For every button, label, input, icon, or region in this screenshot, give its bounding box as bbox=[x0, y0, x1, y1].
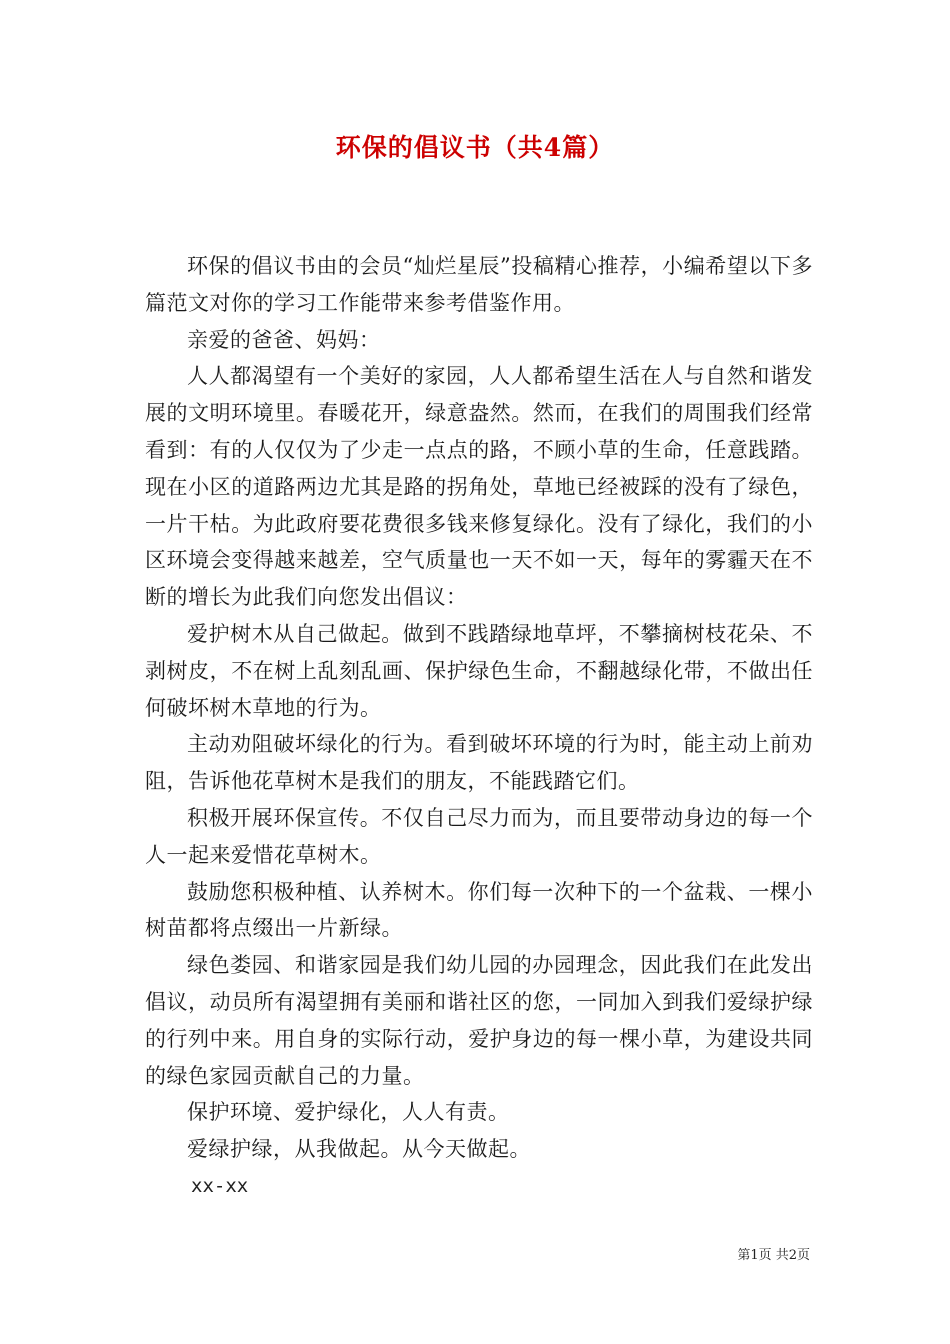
proposal-paragraph: 爱护树木从自己做起。做到不践踏绿地草坪，不攀摘树枝花朵、不剥树皮，不在树上乱刻乱画、保护绿色生命，不翻越绿化带，不做出任何破坏树木草地的行为。 bbox=[145, 621, 813, 720]
body-paragraph: 人人都渴望有一个美好的家园，人人都希望生活在人与自然和谐发展的文明环境里。春暖花开，绿意盎然。然而，在我们的周围我们经常看到：有的人仅仅为了少走一点点的路，不顾小草的生命，任意践踏。现在小区的道路两边尤其是路的拐角处，草地已经被踩的没有了绿色，一片干枯。为此政府要花费很多钱来修复绿化。没有了绿化，我们的小区环境会变得越来越差，空气质量也一天不如一天，每年的雾霾天在不断的增长为此我们向您发出倡议： bbox=[145, 364, 813, 610]
document-body bbox=[145, 248, 813, 1205]
slogan-line: 爱绿护绿，从我做起。从今天做起。 bbox=[187, 1137, 531, 1162]
date-line: xx-xx bbox=[191, 1174, 249, 1197]
proposal-paragraph: 主动劝阻破坏绿化的行为。看到破坏环境的行为时，能主动上前劝阻，告诉他花草树木是我们的朋友，不能践踏它们。 bbox=[145, 732, 813, 794]
proposal-paragraph: 鼓励您积极种植、认养树木。你们每一次种下的一个盆栽、一棵小树苗都将点缀出一片新绿。 bbox=[145, 879, 813, 941]
intro-paragraph: 环保的倡议书由的会员“灿烂星辰”投稿精心推荐，小编希望以下多篇范文对你的学习工作能带来参考借鉴作用。 bbox=[145, 254, 813, 315]
closing-paragraph: 绿色娄园、和谐家园是我们幼儿园的办园理念，因此我们在此发出倡议，动员所有渴望拥有美丽和谐社区的您，一同加入到我们爱绿护绿的行列中来。用自身的实际行动，爱护身边的每一棵小草，为建设共同的绿色家园贡献自己的力量。 bbox=[145, 953, 813, 1088]
slogan-line: 保护环境、爱护绿化，人人有责。 bbox=[187, 1100, 510, 1125]
page-number-footer: 第1页 共2页 bbox=[737, 1248, 810, 1263]
salutation: 亲爱的爸爸、妈妈： bbox=[187, 327, 381, 352]
document-title: 环保的倡议书（共4篇） bbox=[335, 133, 615, 162]
proposal-paragraph: 积极开展环保宣传。不仅自己尽力而为，而且要带动身边的每一个人一起来爱惜花草树木。 bbox=[145, 805, 813, 867]
